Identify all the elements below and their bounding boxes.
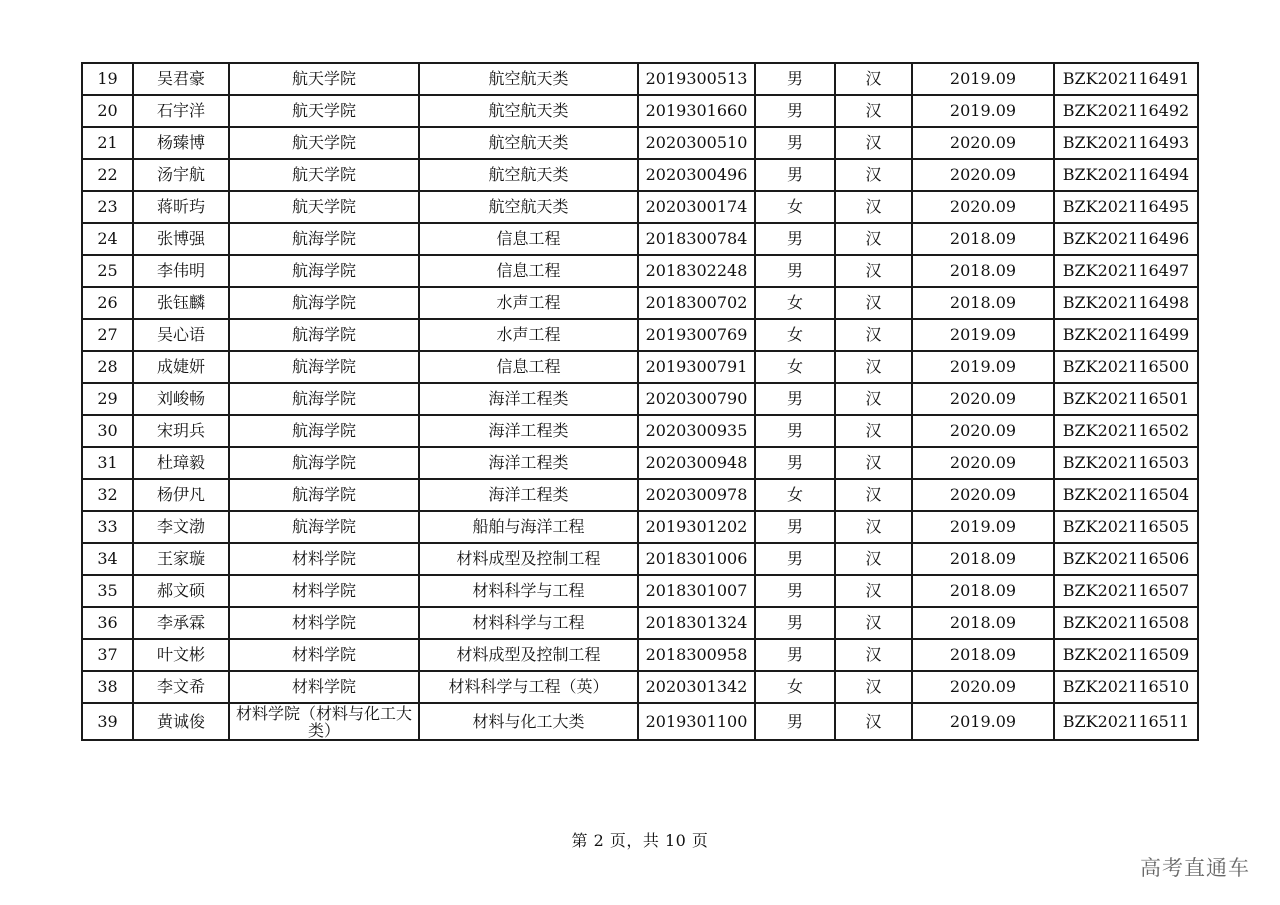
certificate-number-cell: BZK202116498 [1054,287,1198,319]
student-id-cell: 2019300791 [638,351,755,383]
student-id-cell: 2020300496 [638,159,755,191]
certificate-number-cell: BZK202116495 [1054,191,1198,223]
certificate-number-cell: BZK202116505 [1054,511,1198,543]
student-name-cell: 黄诚俊 [133,703,229,740]
row-index-cell: 35 [82,575,133,607]
gender-cell: 女 [755,351,835,383]
gender-cell: 男 [755,639,835,671]
college-cell: 航海学院 [229,319,419,351]
row-index-cell: 39 [82,703,133,740]
major-cell: 海洋工程类 [419,383,638,415]
ethnicity-cell: 汉 [835,95,912,127]
college-cell: 航海学院 [229,383,419,415]
ethnicity-cell: 汉 [835,639,912,671]
student-id-cell: 2020300174 [638,191,755,223]
enrollment-date-cell: 2018.09 [912,607,1054,639]
major-cell: 船舶与海洋工程 [419,511,638,543]
enrollment-date-cell: 2018.09 [912,223,1054,255]
row-index-cell: 26 [82,287,133,319]
college-cell: 航海学院 [229,415,419,447]
ethnicity-cell: 汉 [835,255,912,287]
certificate-number-cell: BZK202116503 [1054,447,1198,479]
gender-cell: 男 [755,223,835,255]
enrollment-date-cell: 2018.09 [912,639,1054,671]
enrollment-date-cell: 2019.09 [912,703,1054,740]
student-name-cell: 王家璇 [133,543,229,575]
enrollment-date-cell: 2019.09 [912,351,1054,383]
gender-cell: 男 [755,703,835,740]
major-cell: 航空航天类 [419,95,638,127]
gender-cell: 男 [755,255,835,287]
table-row [82,447,1198,479]
row-index-cell: 22 [82,159,133,191]
gender-cell: 男 [755,543,835,575]
student-id-cell: 2020300978 [638,479,755,511]
certificate-number-cell: BZK202116509 [1054,639,1198,671]
certificate-number-cell: BZK202116493 [1054,127,1198,159]
student-name-cell: 李伟明 [133,255,229,287]
table-row [82,95,1198,127]
table-row [82,223,1198,255]
table-row [82,159,1198,191]
certificate-number-cell: BZK202116500 [1054,351,1198,383]
college-cell: 航天学院 [229,191,419,223]
major-cell: 海洋工程类 [419,415,638,447]
table-row [82,543,1198,575]
major-cell: 航空航天类 [419,191,638,223]
certificate-number-cell: BZK202116494 [1054,159,1198,191]
major-cell: 海洋工程类 [419,479,638,511]
major-cell: 信息工程 [419,351,638,383]
enrollment-date-cell: 2018.09 [912,543,1054,575]
major-cell: 航空航天类 [419,127,638,159]
row-index-cell: 28 [82,351,133,383]
gender-cell: 女 [755,191,835,223]
watermark-text: 高考直通车 [1140,856,1250,880]
major-cell: 航空航天类 [419,159,638,191]
college-cell: 材料学院 [229,639,419,671]
student-name-cell: 刘峻畅 [133,383,229,415]
ethnicity-cell: 汉 [835,383,912,415]
student-name-cell: 李文希 [133,671,229,703]
college-cell: 航海学院 [229,223,419,255]
gender-cell: 女 [755,479,835,511]
table-row [82,255,1198,287]
gender-cell: 男 [755,511,835,543]
table-row [82,127,1198,159]
major-cell: 材料成型及控制工程 [419,639,638,671]
student-id-cell: 2019301202 [638,511,755,543]
student-id-cell: 2019301660 [638,95,755,127]
college-cell: 航海学院 [229,479,419,511]
row-index-cell: 29 [82,383,133,415]
table-row [82,191,1198,223]
gender-cell: 男 [755,63,835,95]
major-cell: 水声工程 [419,287,638,319]
ethnicity-cell: 汉 [835,159,912,191]
enrollment-date-cell: 2019.09 [912,511,1054,543]
student-name-cell: 杨伊凡 [133,479,229,511]
student-name-cell: 石宇洋 [133,95,229,127]
table-row [82,351,1198,383]
ethnicity-cell: 汉 [835,63,912,95]
college-cell: 材料学院（材料与化工大类） [229,703,419,740]
certificate-number-cell: BZK202116497 [1054,255,1198,287]
student-id-cell: 2020300790 [638,383,755,415]
student-name-cell: 汤宇航 [133,159,229,191]
row-index-cell: 38 [82,671,133,703]
certificate-number-cell: BZK202116510 [1054,671,1198,703]
table-row [82,671,1198,703]
major-cell: 材料与化工大类 [419,703,638,740]
college-cell: 航海学院 [229,351,419,383]
enrollment-date-cell: 2020.09 [912,191,1054,223]
enrollment-date-cell: 2019.09 [912,319,1054,351]
table-row [82,575,1198,607]
certificate-number-cell: BZK202116491 [1054,63,1198,95]
table-row [82,383,1198,415]
major-cell: 材料科学与工程 [419,575,638,607]
student-id-cell: 2018301006 [638,543,755,575]
college-cell: 航海学院 [229,447,419,479]
student-id-cell: 2018300784 [638,223,755,255]
student-id-cell: 2020300935 [638,415,755,447]
row-index-cell: 30 [82,415,133,447]
major-cell: 航空航天类 [419,63,638,95]
student-id-cell: 2020300510 [638,127,755,159]
enrollment-date-cell: 2020.09 [912,127,1054,159]
row-index-cell: 24 [82,223,133,255]
student-name-cell: 成婕妍 [133,351,229,383]
table-row [82,511,1198,543]
enrollment-date-cell: 2019.09 [912,95,1054,127]
enrollment-date-cell: 2020.09 [912,671,1054,703]
ethnicity-cell: 汉 [835,447,912,479]
enrollment-date-cell: 2020.09 [912,447,1054,479]
ethnicity-cell: 汉 [835,351,912,383]
enrollment-date-cell: 2020.09 [912,479,1054,511]
student-name-cell: 郝文硕 [133,575,229,607]
student-name-cell: 吴君豪 [133,63,229,95]
gender-cell: 女 [755,671,835,703]
gender-cell: 女 [755,319,835,351]
gender-cell: 男 [755,95,835,127]
college-cell: 航海学院 [229,255,419,287]
major-cell: 信息工程 [419,255,638,287]
student-name-cell: 宋玥兵 [133,415,229,447]
row-index-cell: 33 [82,511,133,543]
table-row [82,479,1198,511]
student-id-cell: 2018302248 [638,255,755,287]
major-cell: 材料科学与工程（英） [419,671,638,703]
student-id-cell: 2018301324 [638,607,755,639]
college-cell: 航海学院 [229,287,419,319]
student-name-cell: 张钰麟 [133,287,229,319]
row-index-cell: 32 [82,479,133,511]
student-id-cell: 2019300769 [638,319,755,351]
student-name-cell: 杨臻博 [133,127,229,159]
ethnicity-cell: 汉 [835,415,912,447]
table-row [82,63,1198,95]
student-name-cell: 吴心语 [133,319,229,351]
college-cell: 航海学院 [229,511,419,543]
table-row [82,415,1198,447]
certificate-number-cell: BZK202116502 [1054,415,1198,447]
row-index-cell: 25 [82,255,133,287]
row-index-cell: 37 [82,639,133,671]
ethnicity-cell: 汉 [835,543,912,575]
certificate-number-cell: BZK202116496 [1054,223,1198,255]
student-name-cell: 叶文彬 [133,639,229,671]
table-body [82,63,1198,740]
college-cell: 航天学院 [229,95,419,127]
certificate-number-cell: BZK202116492 [1054,95,1198,127]
gender-cell: 男 [755,159,835,191]
table-row [82,703,1198,740]
student-id-cell: 2019300513 [638,63,755,95]
student-table [81,62,1199,741]
college-cell: 航天学院 [229,127,419,159]
ethnicity-cell: 汉 [835,127,912,159]
student-id-cell: 2018300702 [638,287,755,319]
row-index-cell: 21 [82,127,133,159]
certificate-number-cell: BZK202116507 [1054,575,1198,607]
enrollment-date-cell: 2020.09 [912,383,1054,415]
college-cell: 材料学院 [229,543,419,575]
college-cell: 航天学院 [229,159,419,191]
ethnicity-cell: 汉 [835,287,912,319]
certificate-number-cell: BZK202116511 [1054,703,1198,740]
row-index-cell: 34 [82,543,133,575]
major-cell: 水声工程 [419,319,638,351]
student-id-cell: 2020301342 [638,671,755,703]
ethnicity-cell: 汉 [835,319,912,351]
student-id-cell: 2019301100 [638,703,755,740]
ethnicity-cell: 汉 [835,479,912,511]
ethnicity-cell: 汉 [835,575,912,607]
table-row [82,607,1198,639]
table-row [82,319,1198,351]
gender-cell: 男 [755,575,835,607]
student-name-cell: 李承霖 [133,607,229,639]
major-cell: 材料成型及控制工程 [419,543,638,575]
enrollment-date-cell: 2018.09 [912,575,1054,607]
enrollment-date-cell: 2018.09 [912,255,1054,287]
enrollment-date-cell: 2018.09 [912,287,1054,319]
student-name-cell: 李文渤 [133,511,229,543]
gender-cell: 男 [755,415,835,447]
major-cell: 信息工程 [419,223,638,255]
gender-cell: 男 [755,607,835,639]
row-index-cell: 23 [82,191,133,223]
row-index-cell: 36 [82,607,133,639]
page-number: 第 2 页，共 10 页 [571,831,709,850]
table-row [82,639,1198,671]
ethnicity-cell: 汉 [835,671,912,703]
certificate-number-cell: BZK202116501 [1054,383,1198,415]
ethnicity-cell: 汉 [835,223,912,255]
college-cell: 材料学院 [229,575,419,607]
row-index-cell: 27 [82,319,133,351]
student-name-cell: 张博强 [133,223,229,255]
enrollment-date-cell: 2020.09 [912,159,1054,191]
row-index-cell: 31 [82,447,133,479]
row-index-cell: 19 [82,63,133,95]
certificate-number-cell: BZK202116508 [1054,607,1198,639]
college-cell: 材料学院 [229,671,419,703]
gender-cell: 男 [755,383,835,415]
enrollment-date-cell: 2020.09 [912,415,1054,447]
ethnicity-cell: 汉 [835,607,912,639]
ethnicity-cell: 汉 [835,511,912,543]
gender-cell: 男 [755,447,835,479]
college-cell: 航天学院 [229,63,419,95]
student-name-cell: 杜璋毅 [133,447,229,479]
major-cell: 海洋工程类 [419,447,638,479]
enrollment-date-cell: 2019.09 [912,63,1054,95]
gender-cell: 男 [755,127,835,159]
gender-cell: 女 [755,287,835,319]
row-index-cell: 20 [82,95,133,127]
college-cell: 材料学院 [229,607,419,639]
certificate-number-cell: BZK202116504 [1054,479,1198,511]
certificate-number-cell: BZK202116506 [1054,543,1198,575]
student-id-cell: 2018301007 [638,575,755,607]
table-row [82,287,1198,319]
student-name-cell: 蒋昕玙 [133,191,229,223]
student-id-cell: 2018300958 [638,639,755,671]
student-id-cell: 2020300948 [638,447,755,479]
ethnicity-cell: 汉 [835,191,912,223]
ethnicity-cell: 汉 [835,703,912,740]
certificate-number-cell: BZK202116499 [1054,319,1198,351]
major-cell: 材料科学与工程 [419,607,638,639]
